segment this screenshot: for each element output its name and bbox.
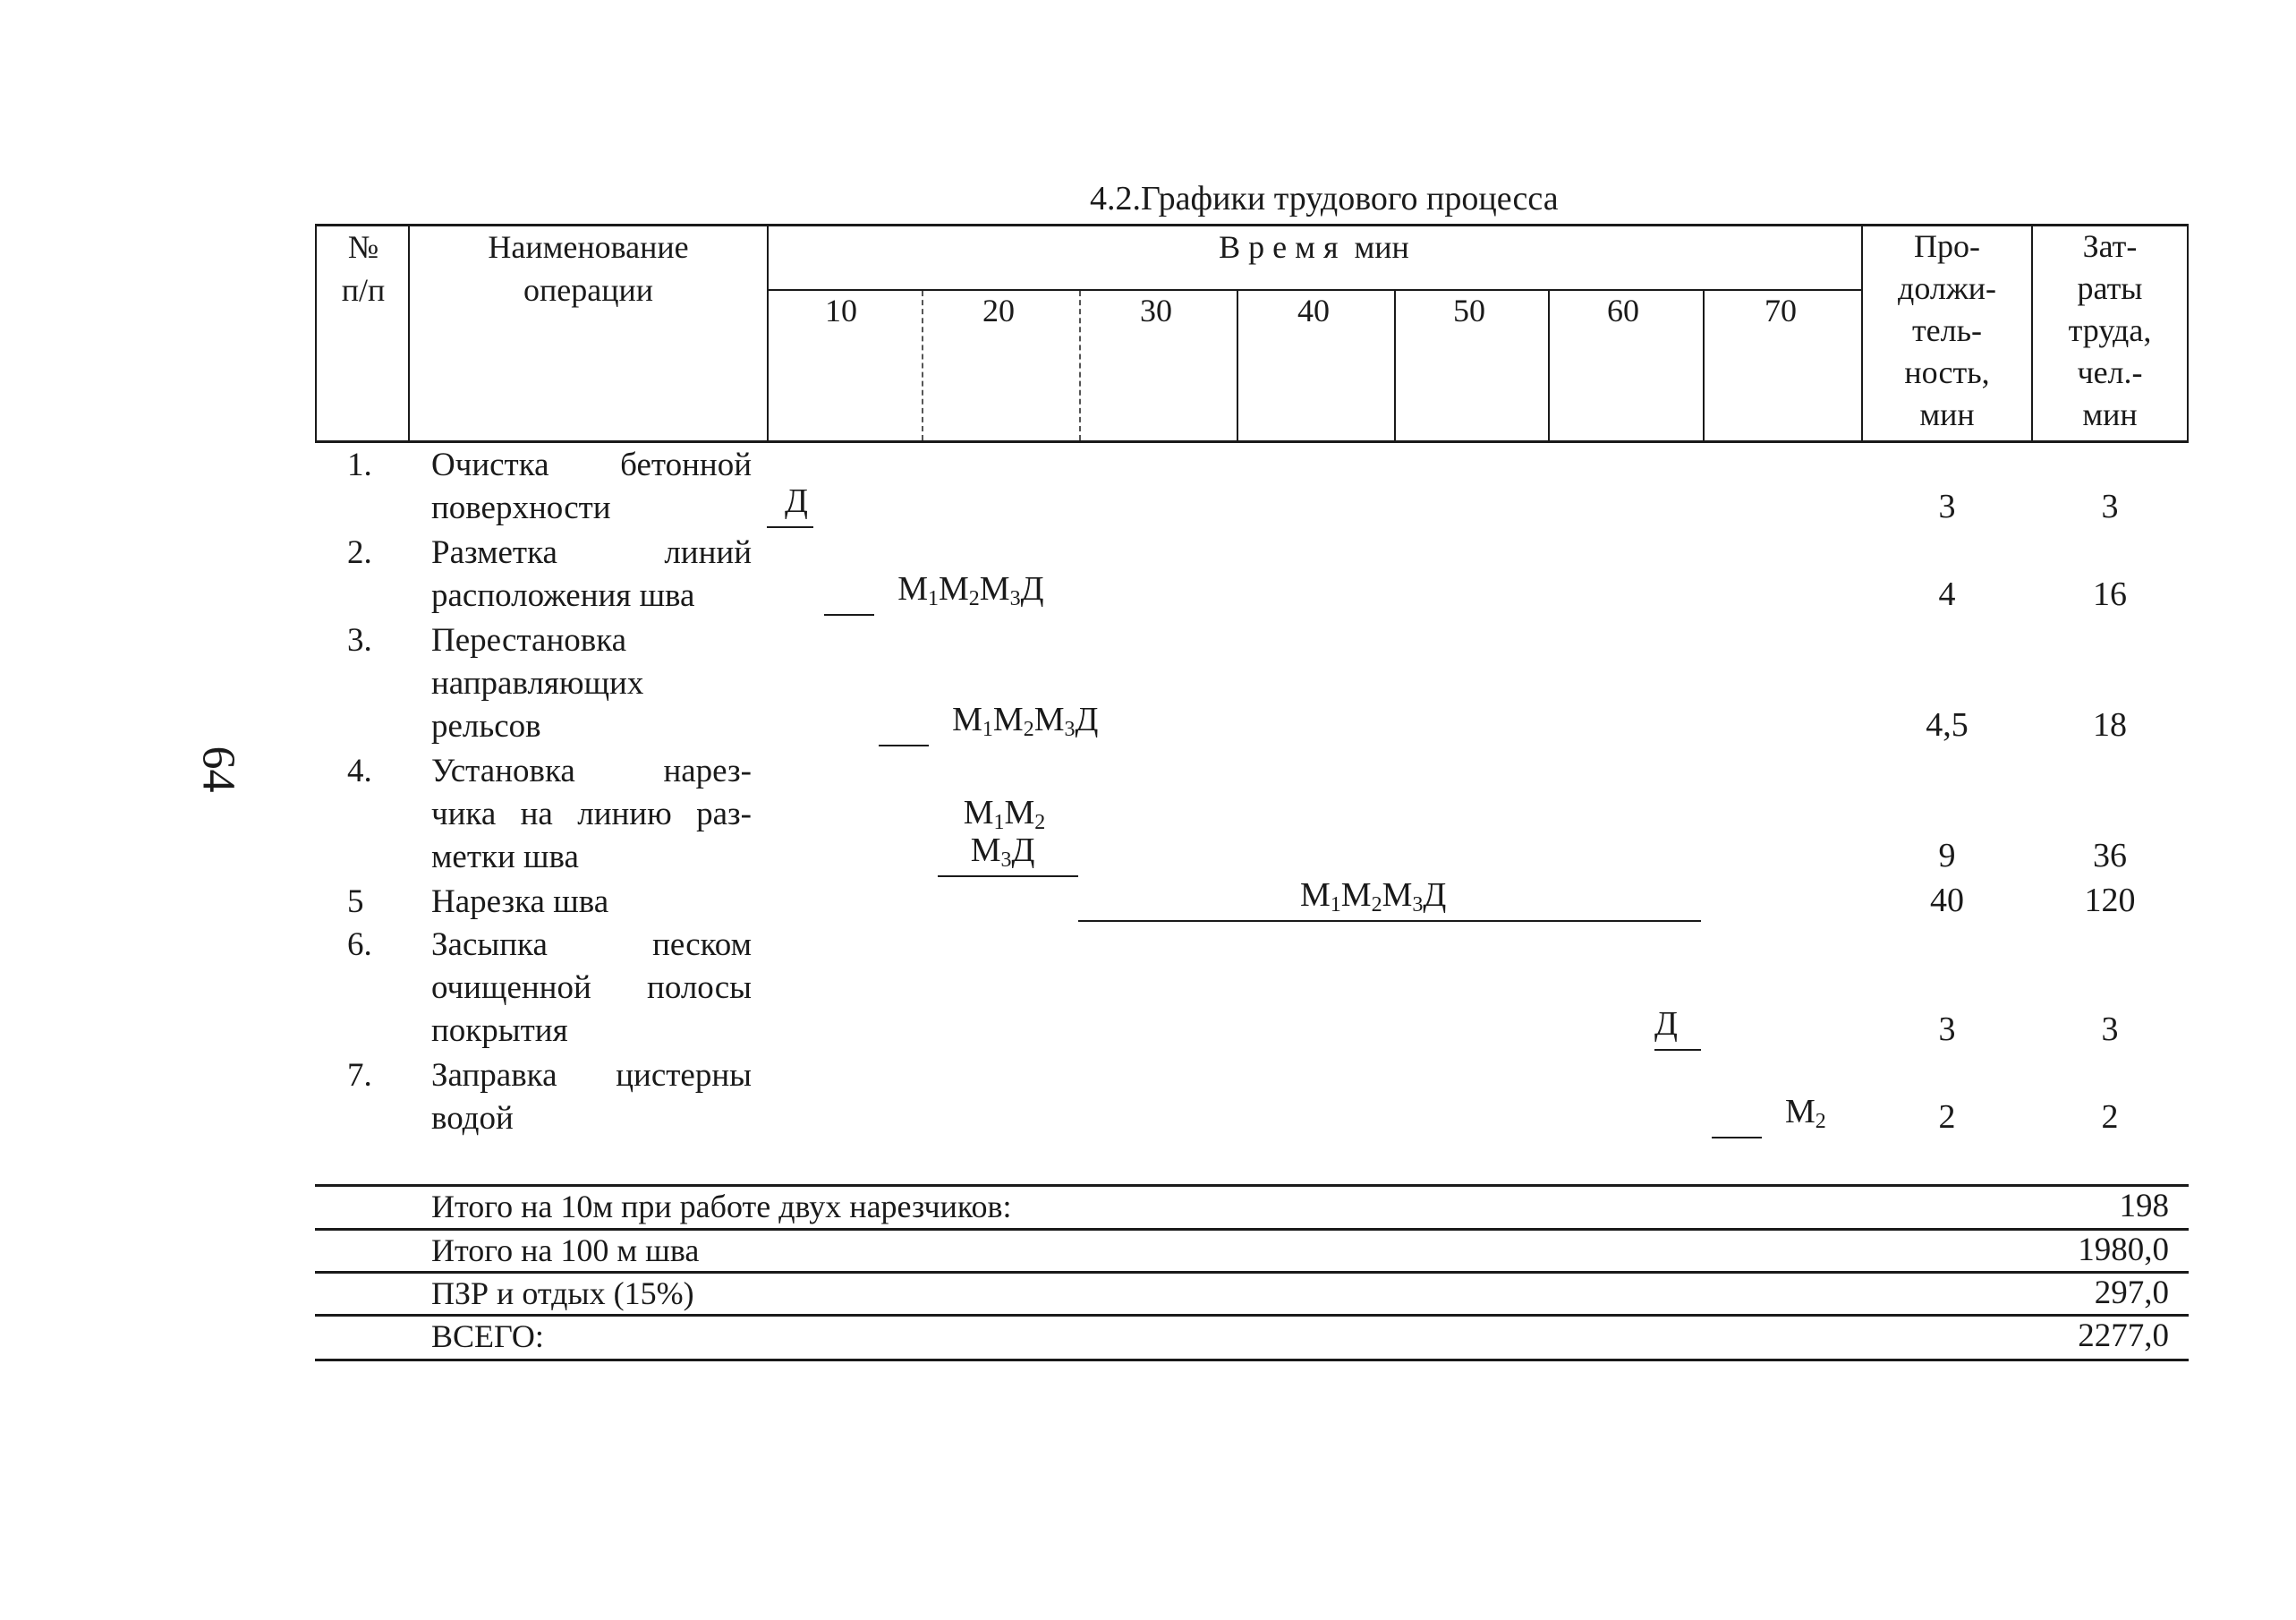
- labor-cost-value: 36: [2093, 837, 2127, 874]
- page-number: 64: [192, 746, 244, 793]
- labor-cost-value: 18: [2093, 706, 2127, 744]
- gantt-crew-label: М1М2М3Д: [897, 570, 1044, 610]
- header-duration-label: Про- должи- тель- ность, мин: [1898, 228, 1996, 432]
- tick-divider-40: [1394, 291, 1396, 440]
- operation-name-line: метки шва: [431, 839, 579, 875]
- duration-value: 4: [1938, 576, 1956, 613]
- header-bottom-line: [315, 440, 2189, 443]
- time-tick-label: 30: [1140, 293, 1172, 328]
- operation-name-line: водой: [431, 1100, 514, 1137]
- total-value: 198: [2119, 1188, 2169, 1224]
- operation-name-line: покрытия: [431, 1012, 568, 1049]
- tick-divider-30: [1237, 291, 1238, 440]
- row-number: 3.: [347, 622, 372, 659]
- duration-value: 9: [1938, 837, 1956, 874]
- gantt-bar: [1078, 920, 1701, 922]
- tick-divider-20: [1079, 291, 1081, 440]
- tick-divider-50: [1548, 291, 1550, 440]
- row-number: 1.: [347, 447, 372, 483]
- time-tick-label: 60: [1607, 293, 1639, 328]
- totals-line-5: [315, 1359, 2189, 1361]
- total-value: 297,0: [2094, 1275, 2169, 1311]
- tick-divider-10: [922, 291, 923, 440]
- operation-name-line: Перестановка: [431, 622, 627, 659]
- header-num-label: № п/п: [341, 229, 386, 308]
- labor-cost-value: 16: [2093, 576, 2127, 613]
- total-label: ПЗР и отдых (15%): [431, 1275, 694, 1311]
- gantt-bar: [1712, 1137, 1762, 1138]
- duration-value: 4,5: [1926, 706, 1969, 744]
- operation-name-line: Очистка бетонной: [431, 447, 752, 483]
- gantt-bar: [767, 526, 813, 528]
- tick-divider-60: [1703, 291, 1705, 440]
- operation-name-line: очищенной полосы: [431, 969, 752, 1006]
- labor-cost-value: 2: [2101, 1098, 2119, 1136]
- gantt-crew-label: М2: [1785, 1093, 1826, 1133]
- row-number: 2.: [347, 534, 372, 571]
- row-number: 7.: [347, 1057, 372, 1094]
- gantt-bar: [824, 614, 874, 616]
- operation-name-line: Заправка цистерны: [431, 1057, 752, 1094]
- operation-name-line: поверхности: [431, 490, 611, 526]
- operation-name-line: Установка нарез-: [431, 753, 752, 789]
- operation-name-line: чика на линию раз-: [431, 796, 752, 832]
- labor-cost-value: 3: [2101, 488, 2119, 525]
- header-right-border: [2187, 224, 2189, 442]
- gantt-crew-label: М3Д: [970, 831, 1035, 872]
- row-number: 4.: [347, 753, 372, 789]
- gantt-bar: [879, 745, 929, 746]
- total-label: ВСЕГО:: [431, 1318, 544, 1354]
- time-tick-label: 50: [1453, 293, 1485, 328]
- operation-name-line: Разметка линий: [431, 534, 752, 571]
- operation-name-line: рельсов: [431, 708, 541, 745]
- operation-name-line: Засыпка песком: [431, 926, 752, 963]
- duration-value: 3: [1938, 488, 1956, 525]
- gantt-crew-label: Д: [785, 482, 808, 520]
- labor-cost-value: 3: [2101, 1010, 2119, 1048]
- row-number: 6.: [347, 926, 372, 963]
- time-subheader-line: [767, 289, 1861, 291]
- duration-value: 2: [1938, 1098, 1956, 1136]
- gantt-crew-label: Д: [1654, 1005, 1678, 1043]
- time-tick-label: 70: [1765, 293, 1797, 328]
- gantt-bar: [938, 875, 1078, 877]
- duration-value: 40: [1930, 882, 1964, 919]
- gantt-bar: [1654, 1049, 1701, 1051]
- gantt-crew-label: М1М2М3Д: [952, 701, 1099, 741]
- header-left-border: [315, 224, 317, 442]
- labor-cost-value: 120: [2084, 882, 2136, 919]
- header-time-label: В р е м я мин: [1219, 229, 1409, 265]
- operation-name-line: направляющих: [431, 665, 644, 702]
- header-name-label: Наименование операции: [488, 229, 689, 308]
- operation-name-line: Нарезка шва: [431, 883, 609, 920]
- time-tick-label: 20: [982, 293, 1015, 328]
- total-label: Итого на 100 м шва: [431, 1232, 700, 1268]
- total-value: 1980,0: [2078, 1232, 2169, 1268]
- row-number: 5: [347, 883, 364, 920]
- gantt-crew-label: М1М2: [963, 794, 1046, 834]
- header-cost-label: Зат- раты труда, чел.- мин: [2068, 228, 2152, 432]
- operation-name-line: расположения шва: [431, 577, 695, 614]
- total-value: 2277,0: [2078, 1317, 2169, 1354]
- total-label: Итого на 10м при работе двух нарезчиков:: [431, 1189, 1012, 1224]
- page-title: 4.2.Графики трудового процесса: [1090, 180, 1559, 217]
- time-tick-label: 10: [825, 293, 857, 328]
- time-tick-label: 40: [1297, 293, 1330, 328]
- gantt-crew-label: М1М2М3Д: [1300, 876, 1447, 917]
- duration-value: 3: [1938, 1010, 1956, 1048]
